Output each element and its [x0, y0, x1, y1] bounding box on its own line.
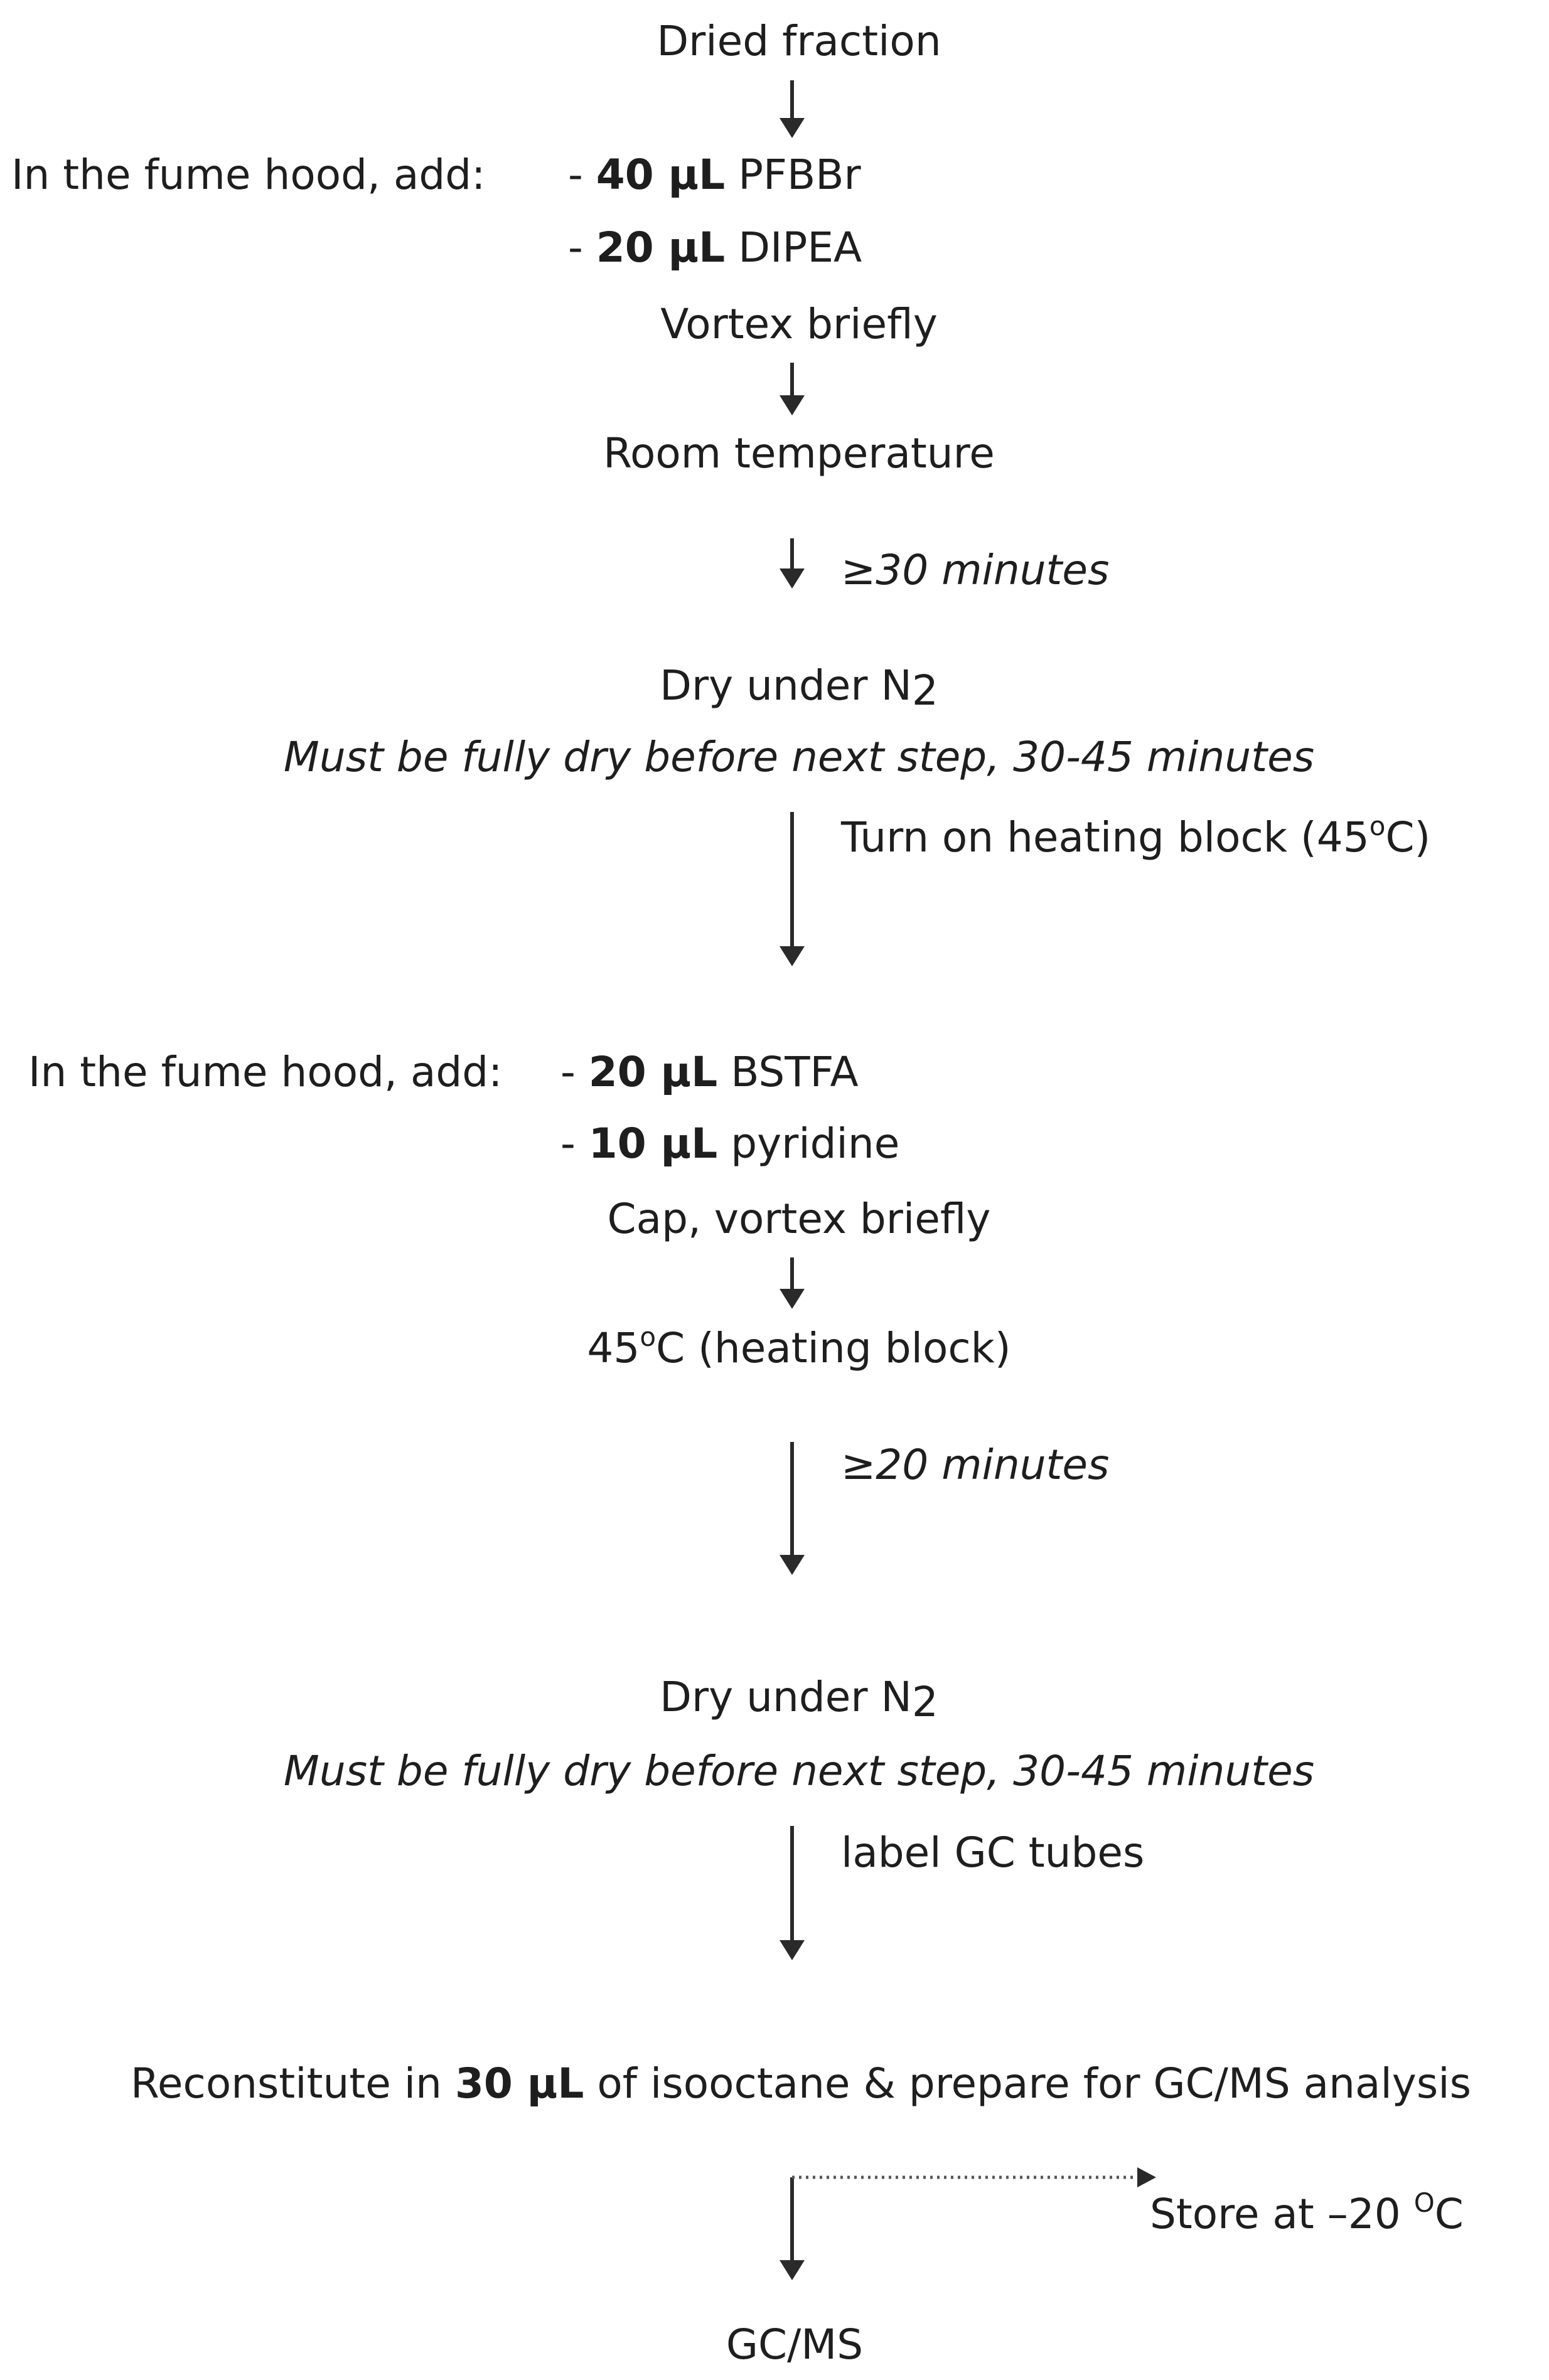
label-heating-block-on: Turn on heating block (45$^o$C): [841, 811, 1431, 862]
note-fully-dry-2: Must be fully dry before next step, 30-45 minutes: [283, 1747, 1315, 1795]
arrow-6: [780, 1442, 805, 1575]
label-30-minutes: ≥30 minutes: [841, 546, 1110, 594]
arrow-2: [780, 363, 805, 415]
reagent-bstfa: - 20 µL BSTFA: [560, 1048, 859, 1096]
arrow-3: [780, 538, 805, 589]
step-cap-vortex: Cap, vortex briefly: [607, 1195, 991, 1243]
note-fully-dry-1: Must be fully dry before next step, 30-45 minutes: [283, 733, 1315, 781]
step-45c-heating-block: 45$^o$C (heating block): [587, 1321, 1011, 1372]
step-dried-fraction: Dried fraction: [657, 17, 941, 65]
label-20-minutes: ≥20 minutes: [841, 1441, 1110, 1489]
step-reconstitute: Reconstitute in 30 µL of isooctane & prepare for GC/MS analysis: [131, 2059, 1471, 2108]
label-gc-tubes: label GC tubes: [841, 1828, 1145, 1877]
arrow-4: [780, 812, 805, 966]
step-store-minus-20c: Store at –20 $^O$C: [1150, 2187, 1464, 2238]
reagent-dipea: - 20 µL DIPEA: [568, 223, 862, 272]
arrow-8: [780, 2177, 805, 2280]
step-fume-hood-add-2: In the fume hood, add:: [28, 1048, 503, 1096]
reagent-pfbbr: - 40 µL PFBBr: [568, 151, 861, 199]
reagent-pyridine: - 10 µL pyridine: [560, 1119, 900, 1168]
step-dry-under-n2-1: Dry under $N_2$: [660, 661, 938, 715]
step-dry-under-n2-2: Dry under $N_2$: [660, 1673, 938, 1726]
arrow-7: [780, 1826, 805, 1960]
arrow-5: [780, 1257, 805, 1309]
step-room-temperature: Room temperature: [603, 429, 995, 478]
step-vortex-briefly: Vortex briefly: [660, 300, 938, 348]
arrow-1: [780, 80, 805, 138]
step-fume-hood-add-1: In the fume hood, add:: [11, 151, 486, 199]
branch-arrow: [792, 2167, 1156, 2187]
step-gc-ms: GC/MS: [726, 2320, 864, 2369]
